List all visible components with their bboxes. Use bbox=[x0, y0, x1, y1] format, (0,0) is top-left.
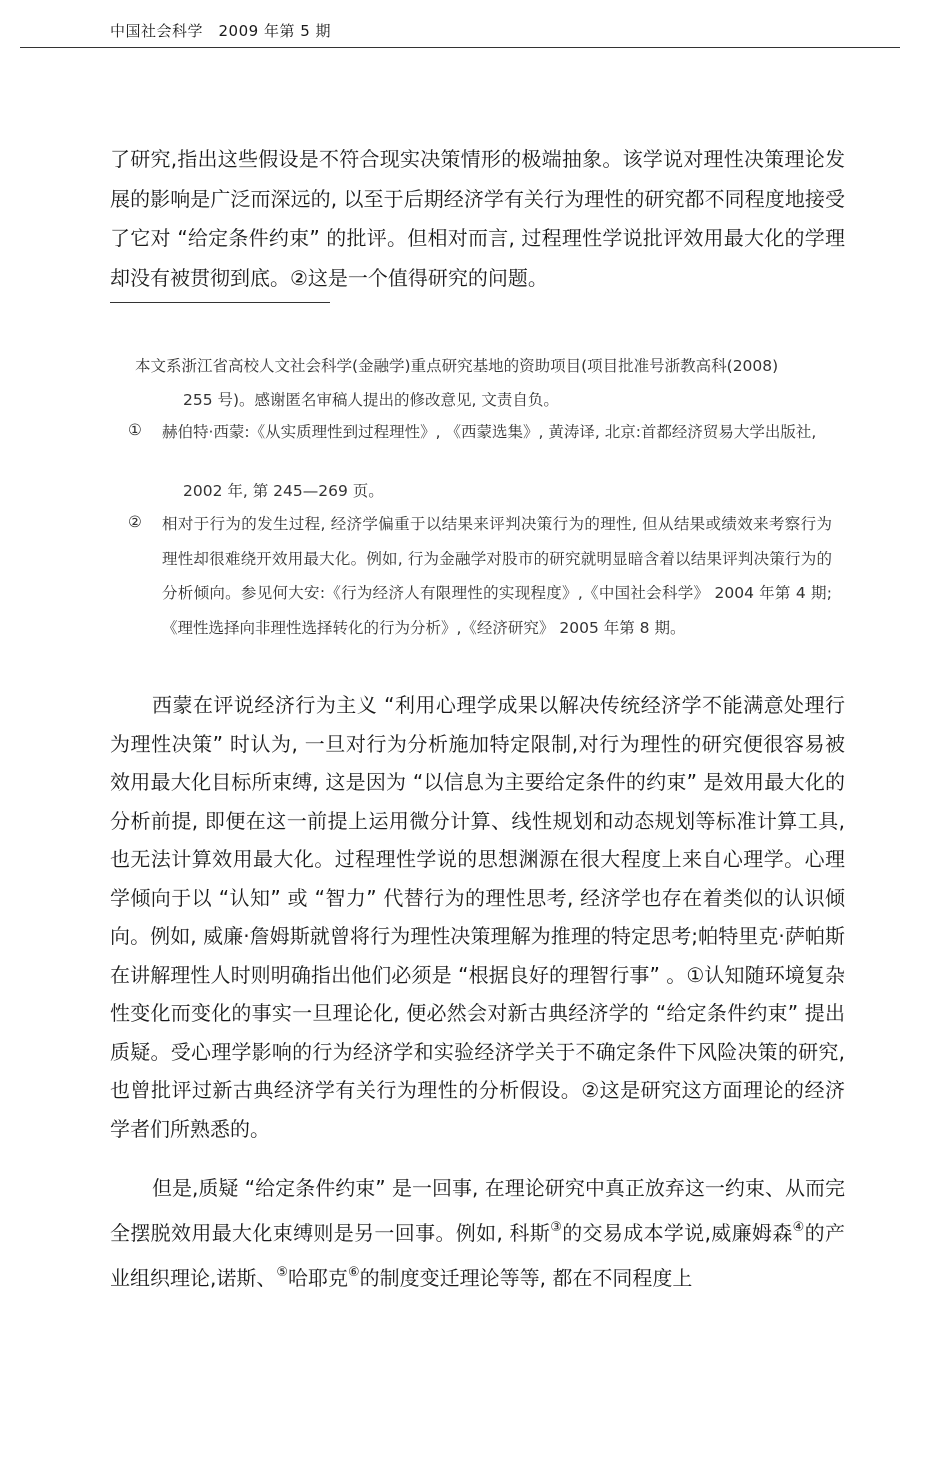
footnote-ref-6: ⑥ bbox=[348, 1265, 360, 1280]
footnote-ref-4: ④ bbox=[792, 1220, 805, 1235]
running-header: 中国社会科学 2009 年第 5 期 bbox=[110, 22, 332, 40]
paragraph-3-segment-3: 的产业组织理论,诺斯、 bbox=[110, 1221, 846, 1290]
paragraph-3 bbox=[110, 1166, 845, 1301]
footnote-ref-3: ③ bbox=[550, 1220, 563, 1235]
footnote-1-text: 赫伯特·西蒙:《从实质理性到过程理性》, 《西蒙选集》, 黄涛译, 北京:首都经济贸易大学出版社, bbox=[162, 423, 817, 441]
paragraph-1: 了研究,指出这些假设是不符合现实决策情形的极端抽象。该学说对理性决策理论发展的影响是广泛而深远的, 以至于后期经济学有关行为理性的研究都不同程度地接受了它对 “给定条件约束” 的批评。但相对而言, 过程理性学说批评效用最大化的学理却没有被贯彻到底。②这是一个值得研究的问题。 bbox=[110, 147, 845, 290]
paragraph-3-segment-5: 的制度变迁理论等等, 都在不同程度上 bbox=[359, 1266, 693, 1290]
footnote-2-text: 相对于行为的发生过程, 经济学偏重于以结果来评判决策行为的理性, 但从结果或绩效来考察行为理性却很难绕开效用最大化。例如, 行为金融学对股市的研究就明显暗含着以结果评判决策行为的分析倾向。参见何大安:《行为经济人有限理性的实现程度》,《中国社会科学》 2004 年第 4 期;《理性选择向非理性选择转化的行为分析》,《经济研究》 2005 年第 8 期。 bbox=[162, 515, 832, 637]
paragraph-3-segment-2: 的交易成本学说,威廉姆森 bbox=[562, 1221, 793, 1245]
footnote-1-marker: ① bbox=[128, 421, 142, 439]
paragraph-3-segment-1: 但是,质疑 “给定条件约束” 是一回事, 在理论研究中真正放弃这一约束、从而完全摆脱效用最大化束缚则是另一回事。例如, 科斯 bbox=[110, 1176, 845, 1245]
paragraph-3-segment-4: 哈耶克 bbox=[288, 1266, 349, 1290]
footnote-2-marker: ② bbox=[128, 513, 142, 531]
paragraph-2: 西蒙在评说经济行为主义 “利用心理学成果以解决传统经济学不能满意处理行为理性决策” 时认为, 一旦对行为分析施加特定限制,对行为理性的研究便很容易被效用最大化目标所束缚, 这是因为 “以信息为主要给定条件的约束” 是效用最大化的分析前提, 即便在这一前提上运用微分计算、线性规划和动态规划等标准计算工具, 也无法计算效用最大化。过程理性学说的思想渊源在很大程度上来自心理学。心理学倾向于以 “认知” 或 “智力” 代替行为的理性思考, 经济学也存在着类似的认识倾向。例如, 威廉·詹姆斯就曾将行为理性决策理解为推理的特定思考;帕特里克·萨帕斯在讲解理性人时则明确指出他们必须是 “根据良好的理智行事” 。①认知随环境复杂性变化而变化的事实一旦理论化, 便必然会对新古典经济学的 “给定条件约束” 提出质疑。受心理学影响的行为经济学和实验经济学关于不确定条件下风险决策的研究, 也曾批评过新古典经济学有关行为理性的分析假设。②这是研究这方面理论的经济学者们所熟悉的。 bbox=[110, 693, 845, 1141]
footnote-ref-5: ⑤ bbox=[276, 1265, 289, 1280]
funding-note-line-2: 255 号)。感谢匿名审稿人提出的修改意见, 文责自负。 bbox=[183, 391, 559, 409]
funding-note-line-1: 本文系浙江省高校人文社会科学(金融学)重点研究基地的资助项目(项目批准号浙教高科(2008) bbox=[135, 357, 779, 375]
header-rule bbox=[20, 47, 900, 48]
footnote-1-continuation: 2002 年, 第 245—269 页。 bbox=[183, 482, 384, 500]
footnote-rule bbox=[110, 302, 330, 303]
